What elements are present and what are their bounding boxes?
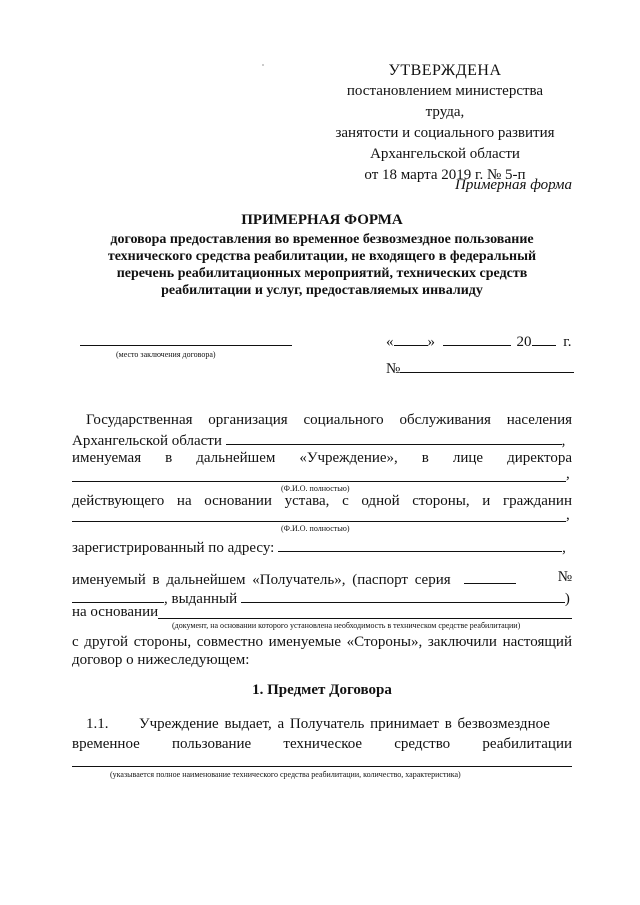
basis-document-field[interactable] [158, 618, 572, 619]
body-line-4-comma: , [566, 466, 570, 482]
body-line-2-text: Архангельской области [72, 433, 222, 449]
body-line-6-comma: , [566, 507, 570, 523]
passport-number-sign: № [557, 569, 572, 585]
body-line-11 [72, 633, 572, 652]
contract-number-sign: № [386, 361, 401, 377]
approval-block [330, 60, 560, 186]
body-line-1 [72, 411, 572, 430]
body-line-9-text: , выданный [164, 591, 238, 607]
citizen-name-field[interactable] [72, 521, 566, 522]
body-line-8-text: именуемый в дальнейшем «Получатель», (паспорт серия [72, 572, 451, 588]
body-line-11-text: с другой стороны, совместно именуемые «Стороны», заключили настоящий [72, 634, 572, 650]
rehab-device-field[interactable] [72, 766, 572, 767]
body-line-1-text: Государственная организация социального обслуживания населения [86, 412, 572, 428]
body-line-7 [72, 537, 566, 557]
citizen-fio-caption: (Ф.И.О. полностью) [281, 524, 350, 533]
body-line-7-comma: , [562, 540, 566, 556]
approval-line-1: постановлением министерства труда, [346, 83, 544, 120]
place-caption: (место заключения договора) [116, 350, 216, 359]
contract-number-row [386, 358, 574, 378]
rehab-device-caption: (указывается полное наименование технического средства реабилитации, количество, характеристика) [110, 770, 461, 779]
date-year-field[interactable] [532, 331, 556, 346]
document-subtitle [72, 231, 572, 299]
passport-series-field[interactable] [464, 569, 516, 584]
body-line-2-comma: , [561, 433, 566, 449]
clause-1-1-text-cont: временное пользование техническое средство реабилитации [72, 736, 572, 752]
basis-document-caption: (документ, на основании которого установлена необходимость в техническом средстве реабилитации) [172, 621, 521, 630]
document-title: ПРИМЕРНАЯ ФОРМА [241, 212, 403, 228]
body-line-12-text: договор о нижеследующем: [72, 652, 250, 668]
date-year-prefix: 20 [516, 334, 532, 350]
approval-line-4: от 18 марта 2019 г. № 5-п [364, 167, 526, 183]
organization-name-field[interactable] [226, 430, 562, 445]
body-line-5 [72, 492, 572, 511]
director-fio-caption: (Ф.И.О. полностью) [281, 484, 350, 493]
subtitle-line-3: перечень реабилитационных мероприятий, технических средств [116, 266, 528, 281]
body-line-10 [72, 604, 158, 621]
date-month-field[interactable] [443, 331, 511, 346]
body-line-2 [72, 430, 565, 450]
passport-number-field[interactable] [72, 588, 164, 603]
date-year-suffix: г. [563, 334, 572, 350]
body-line-5-text: действующего на основании устава, с одной стороны, и гражданин [72, 493, 572, 509]
body-line-3-text: именуемая в дальнейшем «Учреждение», в лице директора [72, 450, 572, 466]
subtitle-line-2: технического средства реабилитации, не входящего в федеральный [107, 249, 537, 264]
body-line-9-paren: ) [564, 591, 570, 607]
body-line-10-text: на основании [72, 604, 159, 620]
body-line-12 [72, 651, 572, 670]
section-1-line-2 [72, 735, 572, 754]
contract-number-field[interactable] [400, 358, 574, 373]
section-1-heading: 1. Предмет Договора [252, 682, 392, 698]
director-name-field[interactable] [72, 481, 566, 482]
approval-heading: УТВЕРЖДЕНА [388, 62, 502, 79]
body-line-3 [72, 449, 572, 468]
body-line-8 [72, 569, 572, 589]
clause-1-1-text: Учреждение выдает, а Получатель принимает в безвозмездное [139, 716, 550, 732]
place-field[interactable] [80, 345, 292, 346]
approval-line-3: Архангельской области [370, 146, 520, 162]
address-field[interactable] [278, 537, 562, 552]
clause-1-1-number: 1.1. [86, 716, 109, 732]
passport-issued-field[interactable] [241, 588, 565, 603]
scan-speck [262, 64, 264, 66]
approval-line-2: занятости и социального развития [335, 125, 555, 141]
date-row [386, 331, 571, 351]
date-open-quote: « [386, 334, 394, 350]
subtitle-line-1: договора предоставления во временное безвозмездное пользование [110, 232, 534, 247]
form-note: Примерная форма [454, 177, 572, 193]
subtitle-line-4: реабилитации и услуг, предоставляемых инвалиду [161, 283, 483, 298]
section-1-line-1 [86, 716, 572, 733]
date-close-quote: » [427, 334, 435, 350]
body-line-7-text: зарегистрированный по адресу: [72, 540, 275, 556]
date-day-field[interactable] [394, 331, 428, 346]
